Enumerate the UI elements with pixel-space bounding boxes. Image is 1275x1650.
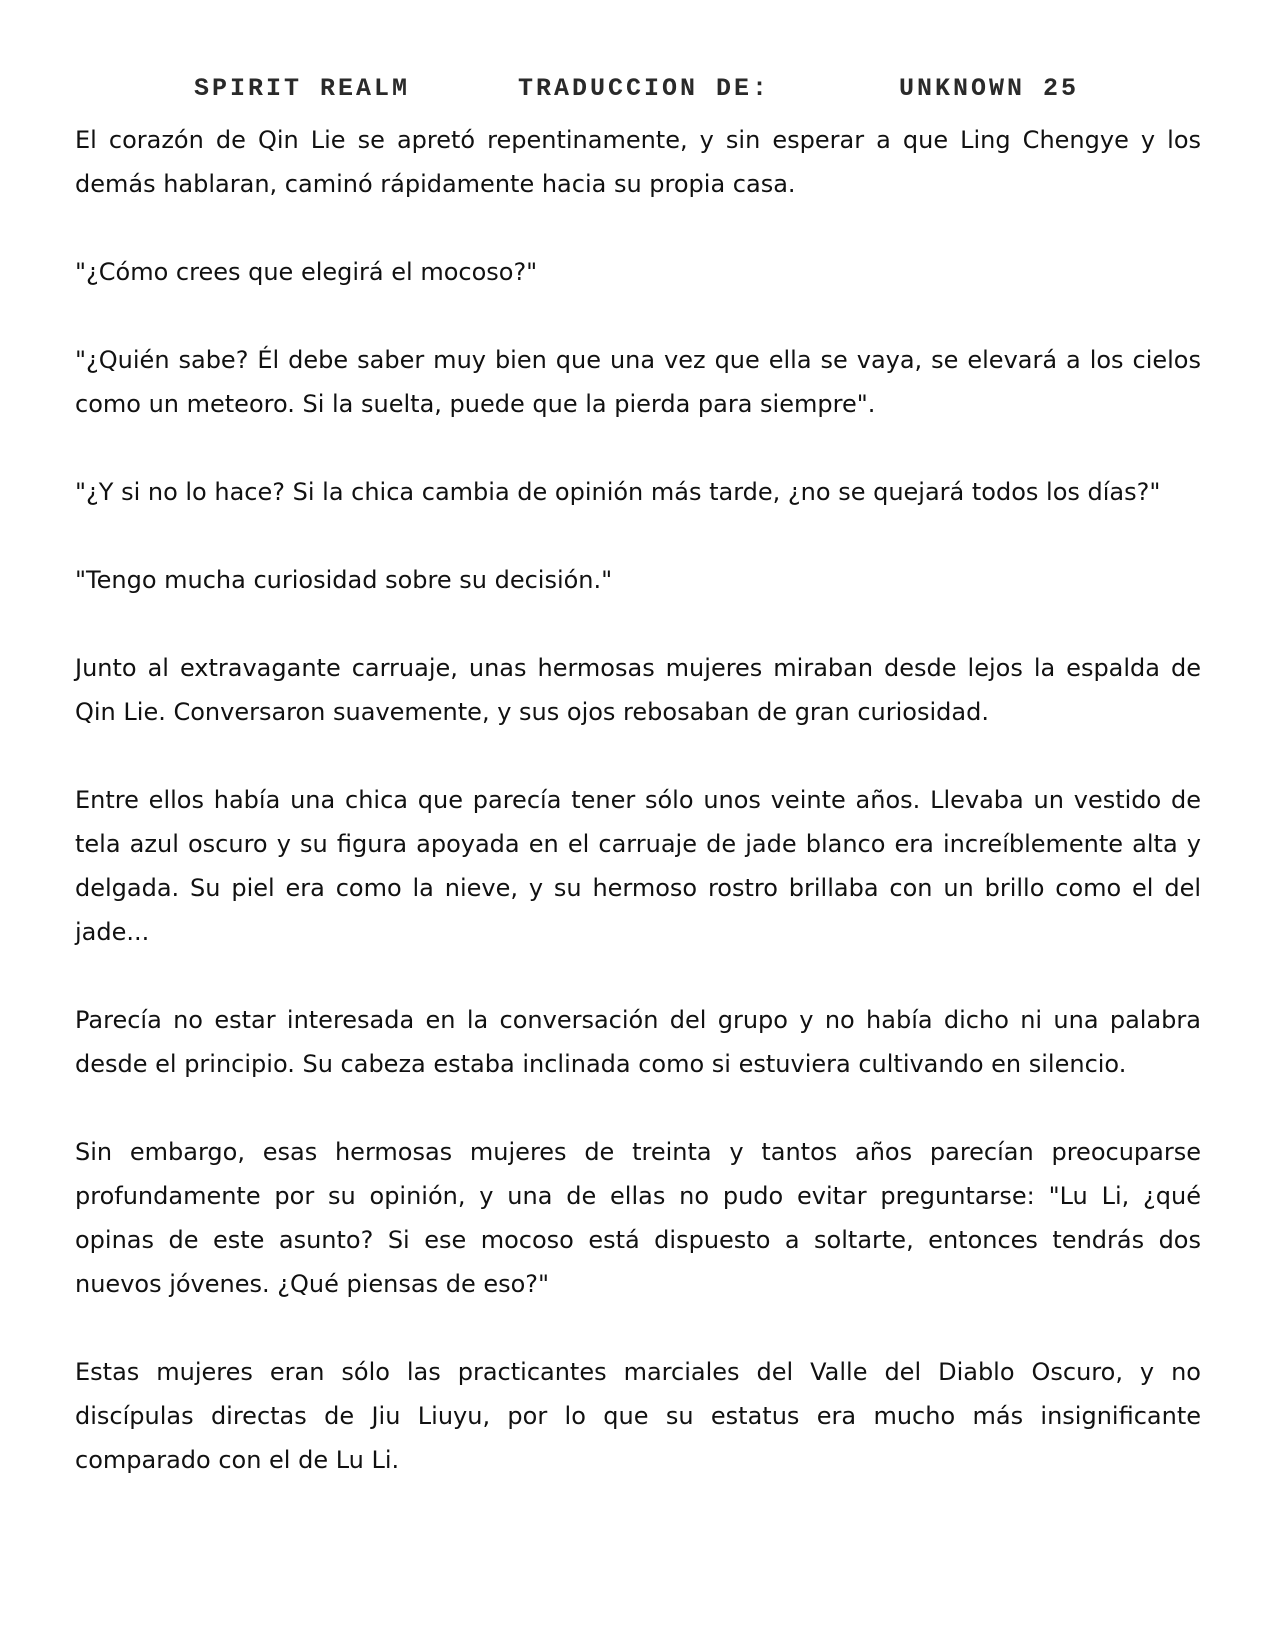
paragraph: Parecía no estar interesada en la conversación del grupo y no había dicho ni una palabra desde el principio. Su cabeza estaba inclinada como si estuviera cultivando en silencio.	[75, 1006, 1201, 1078]
paragraph: "¿Y si no lo hace? Si la chica cambia de opinión más tarde, ¿no se quejará todos los días?"	[75, 478, 1161, 506]
paragraph: Entre ellos había una chica que parecía tener sólo unos veinte años. Llevaba un vestido de tela azul oscuro y su figura apoyada en el carruaje de jade blanco era increíblemente alta y delgada. Su piel era como la nieve, y su hermoso rostro brillaba con un brillo como el del jade...	[75, 786, 1201, 946]
paragraph: "¿Quién sabe? Él debe saber muy bien que una vez que ella se vaya, se elevará a los cielos como un meteoro. Si la suelta, puede que la pierda para siempre".	[75, 346, 1201, 418]
document-body	[75, 118, 1201, 1482]
paragraph: "Tengo mucha curiosidad sobre su decisión."	[75, 566, 613, 594]
paragraph: Estas mujeres eran sólo las practicantes marciales del Valle del Diablo Oscuro, y no discípulas directas de Jiu Liuyu, por lo que su estatus era mucho más insignificante comparado con el de Lu Li.	[75, 1358, 1201, 1474]
header-translation-label: TRADUCCION DE:	[518, 74, 771, 103]
paragraph: El corazón de Qin Lie se apretó repentinamente, y sin esperar a que Ling Chengye y los demás hablaran, caminó rápidamente hacia su propia casa.	[75, 126, 1201, 198]
paragraph: "¿Cómo crees que elegirá el mocoso?"	[75, 258, 538, 286]
paragraph: Junto al extravagante carruaje, unas hermosas mujeres miraban desde lejos la espalda de Qin Lie. Conversaron suavemente, y sus ojos rebosaban de gran curiosidad.	[75, 654, 1201, 726]
header-title: SPIRIT REALM	[194, 74, 411, 103]
page-header	[0, 74, 1275, 114]
paragraph: Sin embargo, esas hermosas mujeres de treinta y tantos años parecían preocuparse profundamente por su opinión, y una de ellas no pudo evitar preguntarse: "Lu Li, ¿qué opinas de este asunto? Si ese mocoso está dispuesto a soltarte, entonces tendrás dos nuevos jóvenes. ¿Qué piensas de eso?"	[75, 1138, 1201, 1298]
header-translator: UNKNOWN 25	[899, 74, 1080, 103]
